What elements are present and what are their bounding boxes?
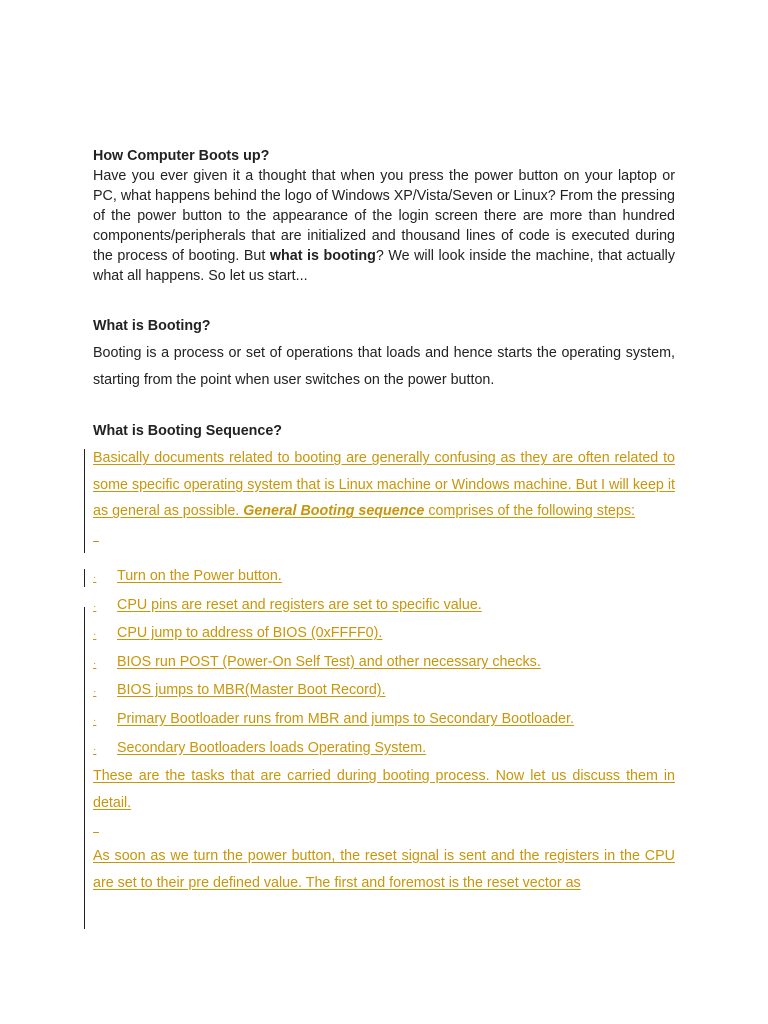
section-title-how-computer-boots: How Computer Boots up?: [93, 148, 270, 164]
intro-paragraph: [93, 166, 675, 286]
section-title-what-is-booting: What is Booting?: [93, 318, 211, 334]
tasks-paragraph: [93, 763, 675, 816]
bullet-icon: ·: [93, 743, 97, 755]
intro-text-end: ? We will look inside the machine, that actually what all happens. So let us start...: [93, 248, 675, 284]
section-title-booting-sequence: What is Booting Sequence?: [93, 423, 283, 440]
intro-text-start: Have you ever given it a thought that when you press the power button on your laptop or PC, what happens behind the logo of Windows XP/Vista/Seven or Linux? From the pressing of the power button to the appearance of the login screen there are more than hundred components/peripherals that are initialized and thousand lines of code is executed during the process of booting. But: [93, 168, 675, 264]
list-item: [93, 563, 675, 592]
empty-line: [93, 525, 675, 563]
reset-signal-paragraph: [93, 843, 675, 896]
step-text: CPU jump to address of BIOS (0xFFFF0).: [117, 625, 383, 642]
booting-sequence-intro-text: Basically documents related to booting are generally confusing as they are often related to some specific operating system that is Linux machine or Windows machine. But I will keep it as general as possible.: [93, 450, 675, 520]
intro-bold-phrase: what is booting: [269, 248, 376, 264]
bullet-icon: ·: [93, 629, 97, 641]
list-item: [93, 677, 675, 706]
bullet-icon: ·: [93, 600, 97, 612]
booting-definition-paragraph: Booting is a process or set of operations that loads and hence starts the operating system, starting from the point when user switches on the power button.: [93, 345, 675, 388]
booting-sequence-intro-paragraph: [93, 445, 675, 525]
step-text: BIOS run POST (Power-On Self Test) and other necessary checks.: [117, 653, 541, 670]
step-text: CPU pins are reset and registers are set to specific value.: [117, 596, 482, 613]
list-item: [93, 649, 675, 678]
booting-sequence-intro-tail: comprises of the following steps:: [424, 503, 635, 520]
list-item: [93, 706, 675, 735]
list-item: [93, 735, 675, 764]
reset-signal-text: As soon as we turn the power button, the reset signal is sent and the registers in the CPU are set to their pre defined value. The first and foremost is the reset vector as: [93, 847, 675, 891]
bullet-icon: ·: [93, 686, 97, 698]
empty-line: [93, 816, 675, 843]
general-booting-sequence-phrase: General Booting sequence: [239, 503, 425, 520]
change-bar: [84, 569, 85, 587]
step-text: Secondary Bootloaders loads Operating System.: [117, 739, 427, 756]
step-text: Turn on the Power button.: [117, 567, 282, 584]
tracked-changes-block: [93, 445, 675, 896]
step-text: Primary Bootloader runs from MBR and jumps to Secondary Bootloader.: [117, 710, 574, 727]
bullet-icon: ·: [93, 714, 97, 726]
bullet-icon: ·: [93, 571, 97, 583]
tasks-text: These are the tasks that are carried during booting process. Now let us discuss them in detail.: [93, 768, 675, 811]
document-page: [93, 146, 675, 896]
bullet-icon: ·: [93, 657, 97, 669]
insertion-mark: [93, 527, 99, 542]
change-bar: [84, 607, 85, 929]
list-item: [93, 592, 675, 621]
insertion-mark: [93, 818, 99, 833]
step-text: BIOS jumps to MBR(Master Boot Record).: [117, 682, 386, 699]
change-bar: [84, 449, 85, 553]
list-item: [93, 620, 675, 649]
